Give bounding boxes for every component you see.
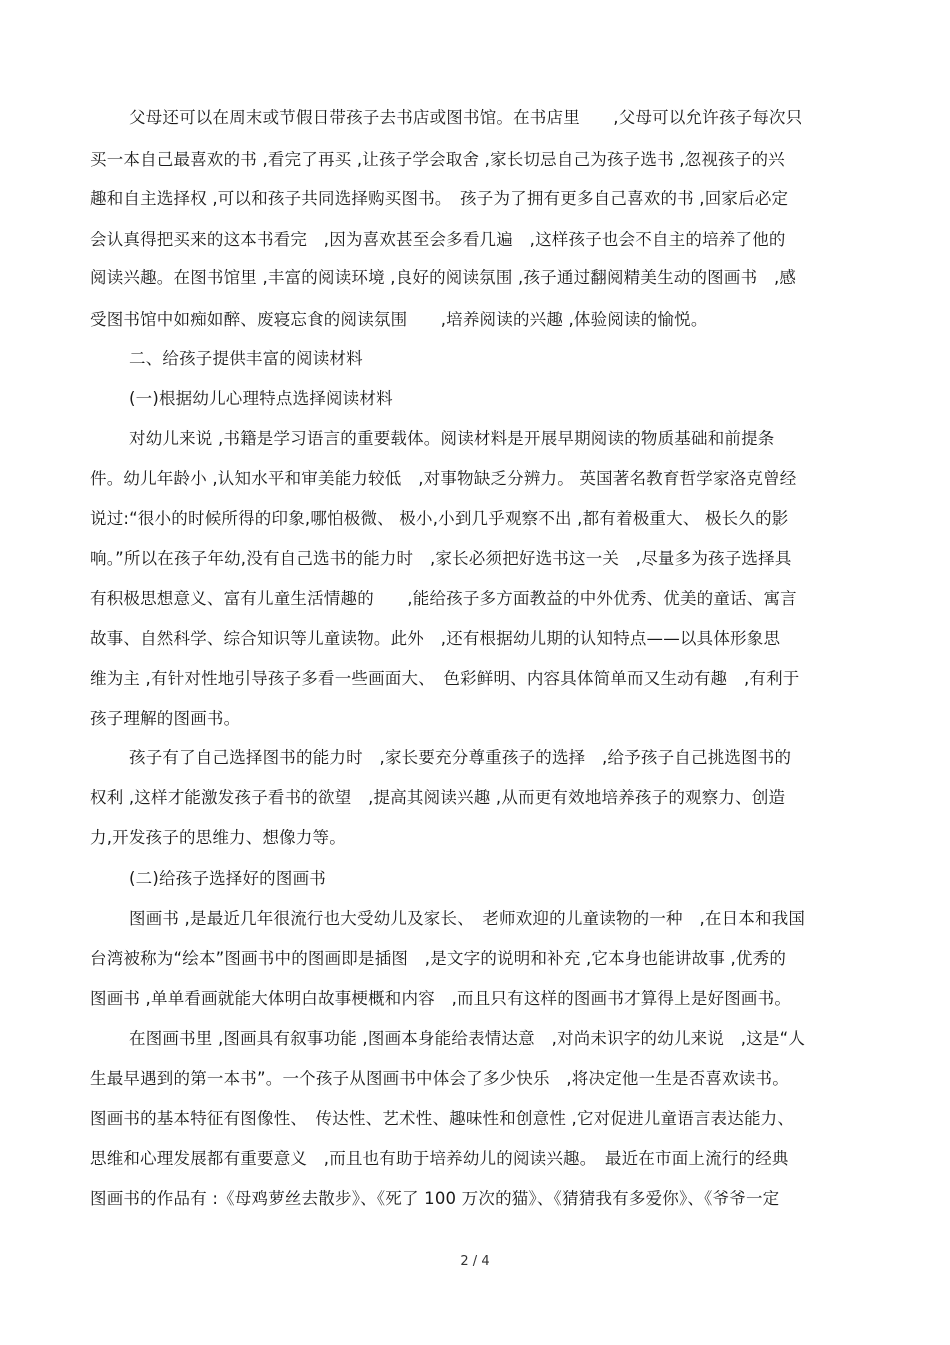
- subsection-heading: (二)给孩子选择好的图画书: [129, 869, 326, 888]
- text-line: 孩子有了自己选择图书的能力时 ,家长要充分尊重孩子的选择 ,给予孩子自己挑选图书的: [129, 748, 792, 767]
- text-line: 会认真得把买来的这本书看完 ,因为喜欢甚至会多看几遍 ,这样孩子也会不自主的培养了他的: [90, 230, 786, 249]
- text-line: 图画书 ,是最近几年很流行也大受幼儿及家长、 老师欢迎的儿童读物的一种 ,在日本和我国: [129, 909, 806, 928]
- section-heading: 二、给孩子提供丰富的阅读材料: [129, 349, 363, 368]
- text-line: 权利 ,这样才能激发孩子看书的欲望 ,提高其阅读兴趣 ,从而更有效地培养孩子的观察力、创造: [90, 788, 786, 807]
- text-line: 在图画书里 ,图画具有叙事功能 ,图画本身能给表情达意 ,对尚未识字的幼儿来说 ,这是“人: [129, 1029, 806, 1048]
- text-line: 有积极思想意义、富有儿童生活情趣的 ,能给孩子多方面教益的中外优秀、优美的童话、寓言: [90, 589, 797, 608]
- page-number: 2 / 4: [460, 1254, 490, 1269]
- text-line: 对幼儿来说 ,书籍是学习语言的重要载体。阅读材料是开展早期阅读的物质基础和前提条: [129, 429, 775, 448]
- text-line: 受图书馆中如痴如醉、废寝忘食的阅读氛围 ,培养阅读的兴趣 ,体验阅读的愉悦。: [90, 310, 708, 329]
- text-line: 趣和自主选择权 ,可以和孩子共同选择购买图书。 孩子为了拥有更多自己喜欢的书 ,回家后必定: [90, 189, 789, 208]
- text-line: 响。”所以在孩子年幼,没有自己选书的能力时 ,家长必须把好选书这一关 ,尽量多为孩子选择具: [90, 549, 792, 568]
- text-line: 思维和心理发展都有重要意义 ,而且也有助于培养幼儿的阅读兴趣。 最近在市面上流行的经典: [90, 1149, 789, 1168]
- text-line: 图画书的基本特征有图像性、 传达性、艺术性、趣味性和创意性 ,它对促进儿童语言表达能力、: [90, 1109, 795, 1128]
- text-line: 生最早遇到的第一本书”。一个孩子从图画书中体会了多少快乐 ,将决定他一生是否喜欢读书。: [90, 1069, 789, 1088]
- text-line: 故事、自然科学、综合知识等儿童读物。此外 ,还有根据幼儿期的认知特点——以具体形象思: [90, 629, 781, 648]
- text-line: 父母还可以在周末或节假日带孩子去书店或图书馆。在书店里 ,父母可以允许孩子每次只: [129, 108, 803, 127]
- text-line: 维为主 ,有针对性地引导孩子多看一些画面大、 色彩鲜明、内容具体简单而又生动有趣 ,有利于: [90, 669, 800, 688]
- text-line: 阅读兴趣。在图书馆里 ,丰富的阅读环境 ,良好的阅读氛围 ,孩子通过翻阅精美生动的图画书 ,感: [90, 268, 797, 287]
- text-line: 买一本自己最喜欢的书 ,看完了再买 ,让孩子学会取舍 ,家长切忌自己为孩子选书 ,忽视孩子的兴: [90, 150, 785, 169]
- text-line: 图画书 ,单单看画就能大体明白故事梗概和内容 ,而且只有这样的图画书才算得上是好图画书。: [90, 989, 792, 1008]
- subsection-heading: (一)根据幼儿心理特点选择阅读材料: [129, 389, 393, 408]
- text-line: 台湾被称为“绘本”图画书中的图画即是插图 ,是文字的说明和补充 ,它本身也能讲故事 ,优秀的: [90, 949, 787, 968]
- text-line: 力,开发孩子的思维力、想像力等。: [90, 828, 346, 847]
- text-line: 图画书的作品有 :《母鸡萝丝去散步》、《死了 100 万次的猫》、《猜猜我有多爱你》、《爷爷一定: [90, 1189, 780, 1208]
- text-line: 说过:“很小的时候所得的印象,哪怕极微、 极小,小到几乎观察不出 ,都有着极重大、 极长久的影: [90, 509, 789, 528]
- text-line: 孩子理解的图画书。: [90, 709, 241, 728]
- text-line: 件。幼儿年龄小 ,认知水平和审美能力较低 ,对事物缺乏分辨力。 英国著名教育哲学家洛克曾经: [90, 469, 797, 488]
